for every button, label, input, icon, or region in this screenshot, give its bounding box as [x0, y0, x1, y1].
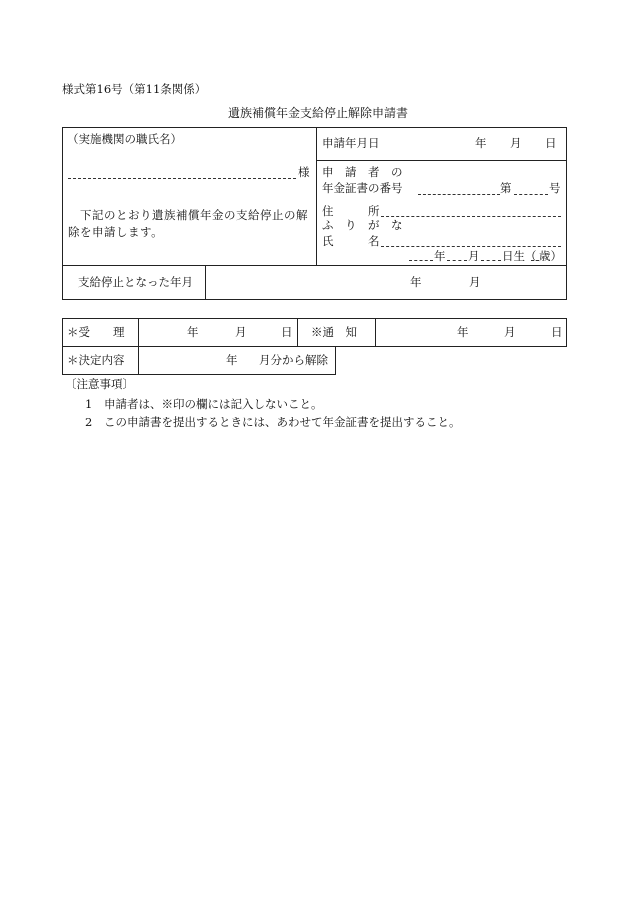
notice-year-label: 年: [457, 325, 469, 339]
received-year-label: 年: [187, 325, 199, 339]
dai-label: 第: [500, 181, 512, 195]
received-label: ＊受 理: [67, 325, 125, 339]
birth-day-label: 日生（: [502, 249, 537, 263]
address-label: 住 所: [322, 204, 380, 218]
birth-day-line[interactable]: [481, 260, 501, 261]
note-2-text: この申請書を提出するときには、あわせて年金証書を提出すること。: [104, 415, 461, 429]
notice-label: ※通 知: [311, 325, 357, 339]
notice-month-label: 月: [504, 325, 516, 339]
stop-month-label: 月: [469, 275, 481, 289]
certificate-number-line-2[interactable]: [514, 194, 548, 195]
stop-year-label: 年: [410, 275, 422, 289]
name-label: 氏 名: [322, 234, 380, 248]
notes-heading: 〔注意事項〕: [65, 377, 134, 391]
request-body-line2: 除を申請します。: [68, 225, 164, 239]
address-line[interactable]: [381, 216, 561, 217]
birth-year-line[interactable]: [409, 260, 433, 261]
received-day-label: 日: [281, 325, 293, 339]
go-label: 号: [549, 181, 561, 195]
application-month-label: 月: [510, 136, 522, 150]
decision-label: ＊決定内容: [67, 353, 125, 367]
applicant-label-2: 年金証書の番号: [322, 181, 403, 195]
furigana-label: ふ り が な: [322, 218, 403, 232]
sama-label: 様: [298, 165, 310, 179]
application-year-label: 年: [475, 136, 487, 150]
certificate-number-line[interactable]: [418, 194, 500, 195]
decision-year-label: 年: [226, 353, 238, 367]
application-day-label: 日: [545, 136, 557, 150]
note-2-number: 2: [85, 415, 93, 429]
birth-month-line[interactable]: [447, 260, 467, 261]
received-month-label: 月: [235, 325, 247, 339]
stop-label: 支給停止となった年月: [78, 275, 193, 289]
form-number: 様式第16号（第11条関係）: [62, 82, 207, 96]
note-1-text: 申請者は、※印の欄には記入しないこと。: [104, 397, 323, 411]
org-name-line[interactable]: [68, 178, 296, 179]
birth-year-label: 年: [434, 249, 446, 263]
org-label: （実施機関の職氏名）: [67, 132, 182, 146]
request-body-line1: 下記のとおり遺族補償年金の支給停止の解: [80, 208, 308, 222]
applicant-label-1: 申 請 者 の: [322, 165, 403, 179]
name-line[interactable]: [381, 246, 561, 247]
age-label: 歳）: [539, 249, 562, 263]
application-date-label: 申請年月日: [322, 136, 380, 150]
decision-text: 月分から解除: [259, 353, 328, 367]
form-title: 遺族補償年金支給停止解除申請書: [228, 106, 409, 120]
birth-month-label: 月: [468, 249, 480, 263]
note-1-number: 1: [85, 397, 93, 411]
age-line[interactable]: [531, 260, 539, 261]
notice-day-label: 日: [551, 325, 563, 339]
